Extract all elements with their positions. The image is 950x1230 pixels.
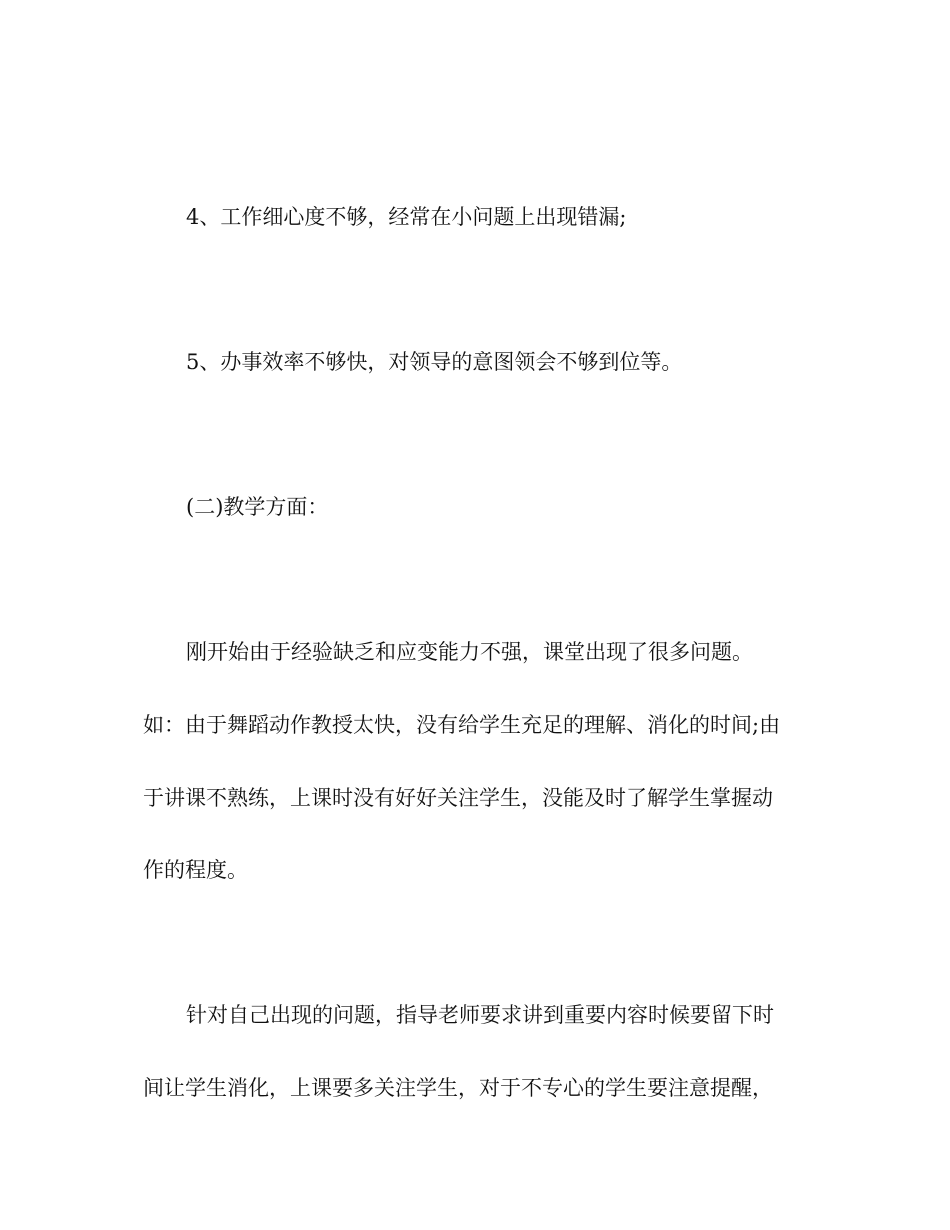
paragraph-2-line-2: 间让学生消化，上课要多关注学生，对于不专心的学生要注意提醒，	[143, 1076, 773, 1100]
paragraph-1-line-2: 如：由于舞蹈动作教授太快，没有给学生充足的理解、消化的时间;由	[143, 713, 781, 737]
paragraph-1-line-1: 刚开始由于经验缺乏和应变能力不强，课堂出现了很多问题。	[186, 640, 753, 664]
list-item-4: 4、工作细心度不够，经常在小问题上出现错漏;	[186, 205, 627, 229]
paragraph-2-line-1: 针对自己出现的问题，指导老师要求讲到重要内容时候要留下时	[186, 1003, 774, 1027]
paragraph-1-line-4: 作的程度。	[143, 858, 248, 882]
paragraph-1-line-3: 于讲课不熟练，上课时没有好好关注学生，没能及时了解学生掌握动	[143, 786, 773, 810]
section-heading: (二)教学方面：	[186, 495, 329, 519]
list-item-5: 5、办事效率不够快，对领导的意图领会不够到位等。	[186, 350, 683, 374]
